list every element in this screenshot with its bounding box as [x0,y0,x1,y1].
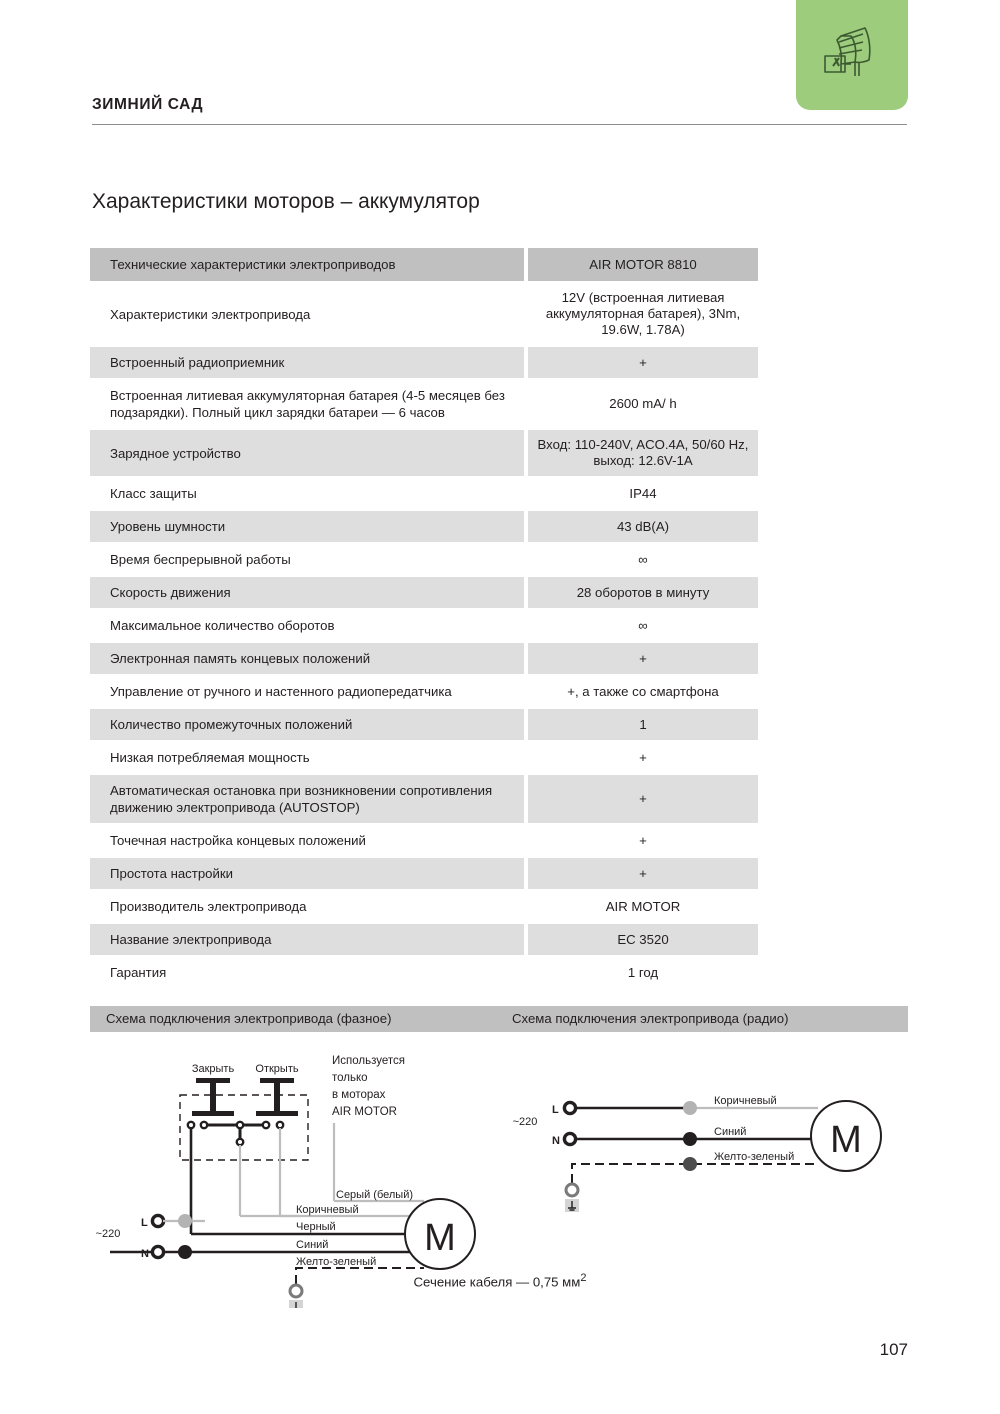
note-line-2: только [332,1072,368,1084]
terminal-label-n: N [141,1248,149,1260]
page-number: 107 [879,1340,908,1359]
note-line-3: в моторах [332,1089,386,1101]
table-row [90,577,758,608]
table-cell-value: 28 оборотов в минуту [528,577,758,608]
table-cell-value: + [528,643,758,674]
table-row [90,924,758,955]
table-cell-label: Название электропривода [90,924,524,955]
table-cell-value: Вход: 110-240V, ACO.4A, 50/60 Hz, выход: 12.6V-1A [528,430,758,476]
table-header-value: AIR MOTOR 8810 [528,248,758,281]
radio-terminal-n-ring [564,1133,575,1144]
table-row [90,380,758,428]
close-button-base [192,1111,234,1116]
wiring-diagrams [0,1038,1000,1308]
radio-diagram [513,1095,881,1212]
terminal-label-l: L [141,1217,148,1229]
table-cell-value: + [528,825,758,856]
table-cell-label: Автоматическая остановка при возникновении сопротивления движению электропривода (AUTOSTOP) [90,775,524,823]
open-button-cap [260,1078,294,1083]
table-row [90,957,758,988]
table-cell-value: ∞ [528,544,758,575]
table-cell-label: Встроенный радиоприемник [90,347,524,378]
table-cell-label: Скорость движения [90,577,524,608]
radio-wire-label-blue: Синий [714,1126,747,1138]
table-cell-value: ∞ [528,610,758,641]
table-cell-label: Низкая потребляемая мощность [90,742,524,773]
table-row [90,709,758,740]
table-cell-label: Уровень шумности [90,511,524,542]
wire-label-brown: Коричневый [296,1204,359,1216]
page-title: Характеристики моторов – аккумулятор [92,190,480,213]
close-button-stem [210,1083,216,1111]
contact-terminal-3 [237,1122,243,1128]
open-button-stem [274,1083,280,1111]
contact-terminal-2 [201,1122,207,1128]
table-row [90,283,758,345]
table-cell-label: Время беспрерывной работы [90,544,524,575]
wire-label-blue: Синий [296,1239,329,1251]
table-cell-value: 2600 mA/ h [528,380,758,428]
table-cell-value: 1 год [528,957,758,988]
awning-blind-icon [819,22,885,88]
table-cell-label: Точечная настройка концевых положений [90,825,524,856]
header-rule [92,124,907,125]
table-row [90,511,758,542]
table-cell-value: + [528,858,758,889]
cable-section-text: Сечение кабеля — 0,75 мм [413,1274,581,1290]
table-row [90,676,758,707]
n-junction-dot [178,1245,192,1259]
contact-terminal-5 [277,1122,283,1128]
table-cell-label: Встроенная литиевая аккумуляторная батарея (4-5 месяцев без подзарядки). Полный цикл зарядки батареи — 6 часов [90,380,524,428]
motor-symbol-label: M [424,1217,456,1259]
table-header-row [90,248,758,281]
table-row [90,775,758,823]
label-close: Закрыть [191,1063,235,1075]
table-row [90,544,758,575]
cable-section-note [0,1272,1000,1289]
note-line-4: AIR MOTOR [332,1106,397,1118]
table-cell-value: +, а также со смартфона [528,676,758,707]
radio-wire-label-brown: Коричневый [714,1095,777,1107]
table-cell-label: Простота настройки [90,858,524,889]
radio-l-junction-dot [683,1101,697,1115]
cable-section-superscript: 2 [580,1272,587,1284]
table-cell-label: Количество промежуточных положений [90,709,524,740]
table-cell-value: 1 [528,709,758,740]
radio-terminal-l-ring [564,1102,575,1113]
contact-terminal-6 [237,1139,243,1145]
table-cell-value: 12V (встроенная литиевая аккумуляторная батарея), 3Nm, 19.6W, 1.78A) [528,283,758,345]
wired-diagram [96,1055,475,1308]
table-row [90,825,758,856]
table-row [90,430,758,476]
diagram-header-radio: Схема подключения электропривода (радио) [512,1011,789,1026]
radio-terminal-label-n: N [552,1135,560,1147]
radio-terminal-label-l: L [552,1104,559,1116]
table-cell-label: Класс защиты [90,478,524,509]
table-cell-label: Максимальное количество оборотов [90,610,524,641]
table-row [90,891,758,922]
table-cell-label: Гарантия [90,957,524,988]
table-cell-value: EC 3520 [528,924,758,955]
spec-table [90,248,758,990]
table-row [90,742,758,773]
table-header-label: Технические характеристики электроприводов [90,248,524,281]
wire-label-gray: Серый (белый) [336,1189,414,1201]
radio-n-junction-dot [683,1132,697,1146]
note-line-1: Используется [332,1055,405,1067]
contact-terminal-1 [188,1122,194,1128]
diagram-header-bar [90,1006,908,1032]
contact-terminal-4 [263,1122,269,1128]
radio-wire-label-ground: Желто-зеленый [714,1151,795,1163]
table-row [90,610,758,641]
table-row [90,858,758,889]
running-head: ЗИМНИЙ САД [92,96,204,113]
table-cell-label: Характеристики электропривода [90,283,524,345]
table-row [90,478,758,509]
table-cell-value: 43 dB(A) [528,511,758,542]
radio-supply-voltage-label: ~220 [512,1116,538,1128]
table-cell-label: Зарядное устройство [90,430,524,476]
open-button-base [256,1111,298,1116]
table-cell-value: + [528,347,758,378]
table-cell-label: Управление от ручного и настенного радиопередатчика [90,676,524,707]
l-junction-dot [178,1214,192,1228]
table-cell-value: IP44 [528,478,758,509]
switch-enclosure [180,1095,308,1160]
table-cell-value: + [528,775,758,823]
chapter-badge [796,0,908,110]
table-cell-label: Производитель электропривода [90,891,524,922]
table-row [90,643,758,674]
radio-motor-symbol-label: M [830,1119,862,1161]
radio-ground-terminal [566,1184,578,1196]
wire-label-ground: Желто-зеленый [296,1256,377,1268]
supply-voltage-label: ~220 [95,1228,121,1240]
close-button-cap [196,1078,230,1083]
table-cell-value: + [528,742,758,773]
table-cell-value: AIR MOTOR [528,891,758,922]
diagram-header-wired: Схема подключения электропривода (фазное) [106,1011,392,1026]
wire-label-black: Черный [296,1221,336,1233]
label-open: Открыть [255,1063,299,1075]
table-row [90,347,758,378]
terminal-l-ring [152,1215,163,1226]
table-cell-label: Электронная память концевых положений [90,643,524,674]
terminal-n-ring [152,1246,163,1257]
radio-ground-junction-dot [683,1157,697,1171]
